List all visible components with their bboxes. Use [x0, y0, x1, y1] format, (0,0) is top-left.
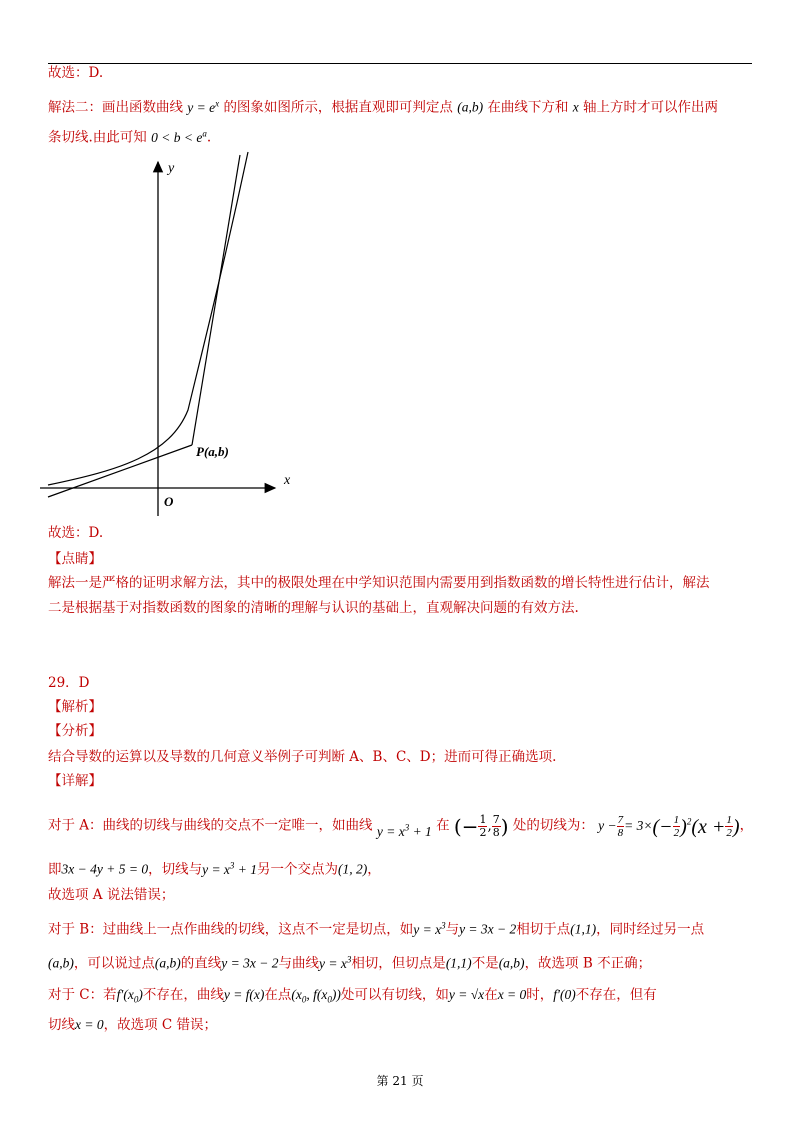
point-label: P(a,b): [196, 444, 229, 459]
exponential-graph: [40, 150, 320, 525]
math-point: (a,b): [457, 99, 484, 115]
heading-fenxi: 【分析】: [48, 723, 102, 739]
dianjing-line2: 二是根据基于对指数函数的图象的清晰的理解与认识的基础上，直观解决问题的有效方法.: [48, 600, 579, 616]
heading-dianjing: 【点睛】: [48, 551, 102, 567]
question-29: 29．D: [48, 675, 90, 691]
math-inequality: $0 < b < e^a$: [151, 128, 207, 145]
option-c-line2: 切线x = 0，故选项 C 错误；: [48, 1017, 218, 1033]
option-a-line1: 对于 A：曲线的切线与曲线的交点不一定唯一，如曲线 $y = x^3 + 1$ 在 (− $\frac{1}{2}$ , $\frac{7}{8}$ ) 处的切线为： y − $\frac{7}{8}$ = 3×(− $\frac{1}{2}$ )$^2$(x + $\frac{1}{2}$ )，: [48, 812, 754, 839]
math-x: x: [572, 99, 579, 115]
tangent-line-1: [48, 445, 192, 497]
math-tangent-a: y − $\frac{7}{8}$ = 3×(− $\frac{1}{2}$ )$^2$(x + $\frac{1}{2}$ ): [598, 813, 740, 839]
exp-curve: [48, 152, 248, 485]
answer-line: 故选：D.: [48, 65, 104, 81]
math-curve-a: $y = x^3 + 1$: [376, 822, 432, 839]
fenxi-text: 结合导数的运算以及导数的几何意义举例子可判断 A、B、C、D；进而可得正确选项.: [48, 749, 557, 765]
option-b-line2: (a,b)，可以说过点(a,b)的直线y = 3x − 2与曲线$y = x^3$相切，但切点是(1,1)不是(a,b)，故选项 B 不正确；: [48, 954, 652, 972]
answer-line-2: 故选：D.: [48, 525, 104, 541]
option-a-conclusion: 故选项 A 说法错误；: [48, 887, 175, 903]
y-label: y: [168, 161, 175, 176]
option-a-line2: 即3x − 4y + 5 = 0，切线与$y = x^3 + 1$另一个交点为(1, 2)，: [48, 860, 381, 878]
math-point-a: (− $\frac{1}{2}$ , $\frac{7}{8}$ ): [453, 812, 509, 839]
tangent-line-2: [192, 155, 240, 445]
heading-xiangjie: 【详解】: [48, 773, 102, 789]
solution2-line2: 条切线.由此可知 $0 < b < e^a$.: [48, 128, 212, 146]
x-label: x: [284, 473, 291, 488]
option-b-line1: 对于 B：过曲线上一点作曲线的切线，这点不一定是切点，如$y = x^3$与y = 3x − 2相切于点(1,1)，同时经过另一点: [48, 920, 705, 938]
math-curve: $y = e^x$: [187, 98, 220, 115]
page-number: 第 21 页: [376, 1074, 424, 1088]
header-rule: [48, 63, 752, 64]
dianjing-line1: 解法一是严格的证明求解方法，其中的极限处理在中学知识范围内需要用到指数函数的增长特性进行估计，解法: [48, 575, 710, 591]
solution2-line1: 解法二：画出函数曲线 $y = e^x$ 的图象如图所示，根据直观即可判定点 (a,b) 在曲线下方和 x 轴上方时才可以作出两: [48, 98, 718, 116]
option-c-line1: 对于 C：若$f'(x_0)$不存在，曲线y = f(x)在点($x_0$, $f(x_0)$)处可以有切线，如y = √x在x = 0时，f′(0)不存在，但有: [48, 987, 657, 1005]
heading-jiexi: 【解析】: [48, 699, 102, 715]
origin-label: O: [164, 494, 174, 509]
